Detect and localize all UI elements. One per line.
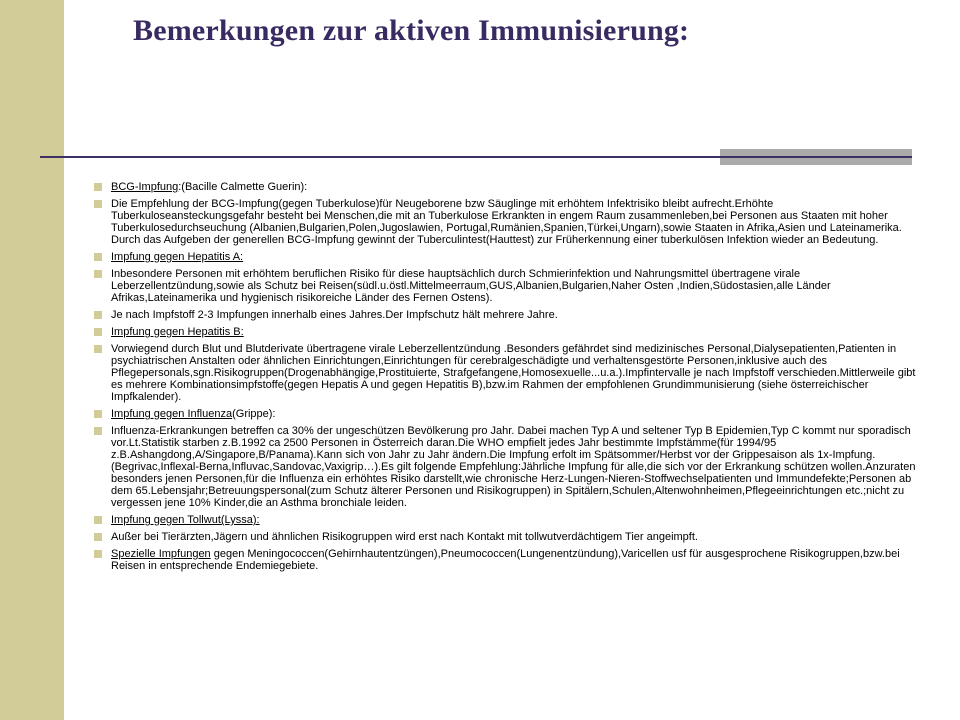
bullet-icon <box>94 550 102 558</box>
list-item <box>94 198 918 246</box>
bullet-icon <box>94 410 102 418</box>
list-item <box>94 343 918 403</box>
bullet-icon <box>94 345 102 353</box>
item-text: :(Bacille Calmette Guerin): <box>178 181 308 193</box>
bullet-icon <box>94 328 102 336</box>
list-item <box>94 548 918 572</box>
bullet-icon <box>94 427 102 435</box>
item-text: Außer bei Tierärzten,Jägern und ähnlichen Risikogruppen wird erst nach Kontakt mit tollwutverdächtigem Tier angeimpft. <box>111 531 698 543</box>
item-heading: Impfung gegen Influenza <box>111 408 233 420</box>
list-item <box>94 514 918 526</box>
item-text: Inbesondere Personen mit erhöhtem beruflichen Risiko für diese hauptsächlich durch Schmierinfektion und Nahrungsmittel übertragene virale Leberzellentzündung,sowie als Schutz bei Reisen(südl.u.östl.Mittelmeerraum,GUS,Albanien,Bulgarien,Naher Osten ,Indien,Südostasien,alle Länder Afrikas,Lateinamerika und hygienisch risikoreiche Länder des Fernen Ostens). <box>111 268 831 304</box>
list-item <box>94 425 918 509</box>
bullet-icon <box>94 311 102 319</box>
list-item <box>94 309 918 321</box>
item-heading: Spezielle Impfungen <box>111 548 211 560</box>
item-heading: Impfung gegen Hepatitis B: <box>111 326 244 338</box>
page-title: Bemerkungen zur aktiven Immunisierung: <box>133 14 690 47</box>
list-item <box>94 531 918 543</box>
item-text: Die Empfehlung der BCG-Impfung(gegen Tuberkulose)für Neugeborene bzw Säuglinge mit erhöhtem Infektrisiko bleibt aufrecht.Erhöhte Tuberkuloseansteckungsgefahr besteht bei Menschen,die mit an Tuberkulose Erkrankten in engem Raum zusammenleben,bei Personen aus Staaten mit hoher Tuberkulosedurchseuchung (Albanien,Bulgarien,Polen,Jugoslawien, Portugal,Rumänien,Spanien,Türkei,Ungarn),sowie Staaten in Afrika,Asien und Lateinamerika. Durch das Aufgeben der generellen BCG-Impfung gewinnt der Tuberculintest(Hauttest) zur Früherkennung einer tuberkulösen Infektion wieder an Bedeutung. <box>111 198 902 246</box>
list-item <box>94 326 918 338</box>
item-text: gegen Meningococcen(Gehirnhautentzüngen),Pneumococcen(Lungenentzündung),Varicellen usf für ausgesprochene Risikogruppen,bzw.bei Reisen in entsprechende Endemiegebiete. <box>111 548 900 572</box>
item-text: (Grippe): <box>232 408 276 420</box>
item-text: Vorwiegend durch Blut und Blutderivate übertragene virale Leberzellentzündung .Besonders gefährdet sind medizinisches Personal,Dialysepatienten,Patienten in psychiatrischen Anstalten oder ähnlichen Einrichtungen,Einrichtungen für cerebralgeschädigte und verhaltensgestörte Personen,inklusive auch des Pflegepersonals,sgn.Risikogruppen(Drogenabhängige,Prostituierte, Strafgefangene,Homosexuelle...u.a.).Impfintervalle je nach Impfstoff verschieden.Mittlerweile gibt es mehrere Kombinationsimpfstoffe(gegen Hepatis A und gegen Hepatitis B),bzw.im Rahmen der empfohlenen Grundimmunisierung (siehe österreichischer Impfkalender). <box>111 343 916 403</box>
item-text: Je nach Impfstoff 2-3 Impfungen innerhalb eines Jahres.Der Impfschutz hält mehrere Jahre. <box>111 309 558 321</box>
item-heading: BCG-Impfung <box>111 181 179 193</box>
bullet-icon <box>94 270 102 278</box>
item-heading: Impfung gegen Tollwut(Lyssa): <box>111 514 260 526</box>
title-divider-line-overlay <box>720 156 912 158</box>
item-text: Influenza-Erkrankungen betreffen ca 30% der ungeschützen Bevölkerung pro Jahr. Dabei machen Typ A und seltener Typ B Epidemien,Typ C kommt nur sporadisch vor.Lt.Statistik starben z.B.1992 ca 2500 Personen in Österreich daran.Die WHO empfielt jedes Jahr bestimmte Impfstämme(für 1994/95 z.B.Ashangdong,A/Singapore,B/Panama).Kann sich von Jahr zu Jahr ändern.Die Impfung erfolt im Spätsommer/Herbst vor der Grippesaison als 1x-Impfung.(Begrivac,Inflexal-Berna,Influvac,Sandovac,Vaxigrip…).Es gilt folgende Empfehlung:Jährliche Impfung für alle,die sich vor der Erkrankung schützen wollen.Anzuraten besonders jenen Personen,für die Influenza ein erhöhtes Risiko darstellt,wie chronische Herz-Lungen-Nieren-Stoffwechselpatienten und Immundefekte;Personen ab dem 65.Lebensjahr;Betreuungspersonal(zum Schutz älterer Personen und Risikogruppen) in Spitälern,Schulen,Altenwohnheimen,Pflegeeinrichtungen etc.;nicht zu vergessen jene 10% Kinder,die an Asthma bronchiale leiden. <box>111 425 916 509</box>
bullet-icon <box>94 200 102 208</box>
item-heading: Impfung gegen Hepatitis A: <box>111 251 244 263</box>
list-item <box>94 181 918 193</box>
list-item <box>94 251 918 263</box>
sidebar-accent-strip <box>0 0 64 720</box>
bullet-icon <box>94 533 102 541</box>
bullet-icon <box>94 516 102 524</box>
bullet-list <box>94 181 918 577</box>
list-item <box>94 268 918 304</box>
list-item <box>94 408 918 420</box>
bullet-icon <box>94 253 102 261</box>
bullet-icon <box>94 183 102 191</box>
